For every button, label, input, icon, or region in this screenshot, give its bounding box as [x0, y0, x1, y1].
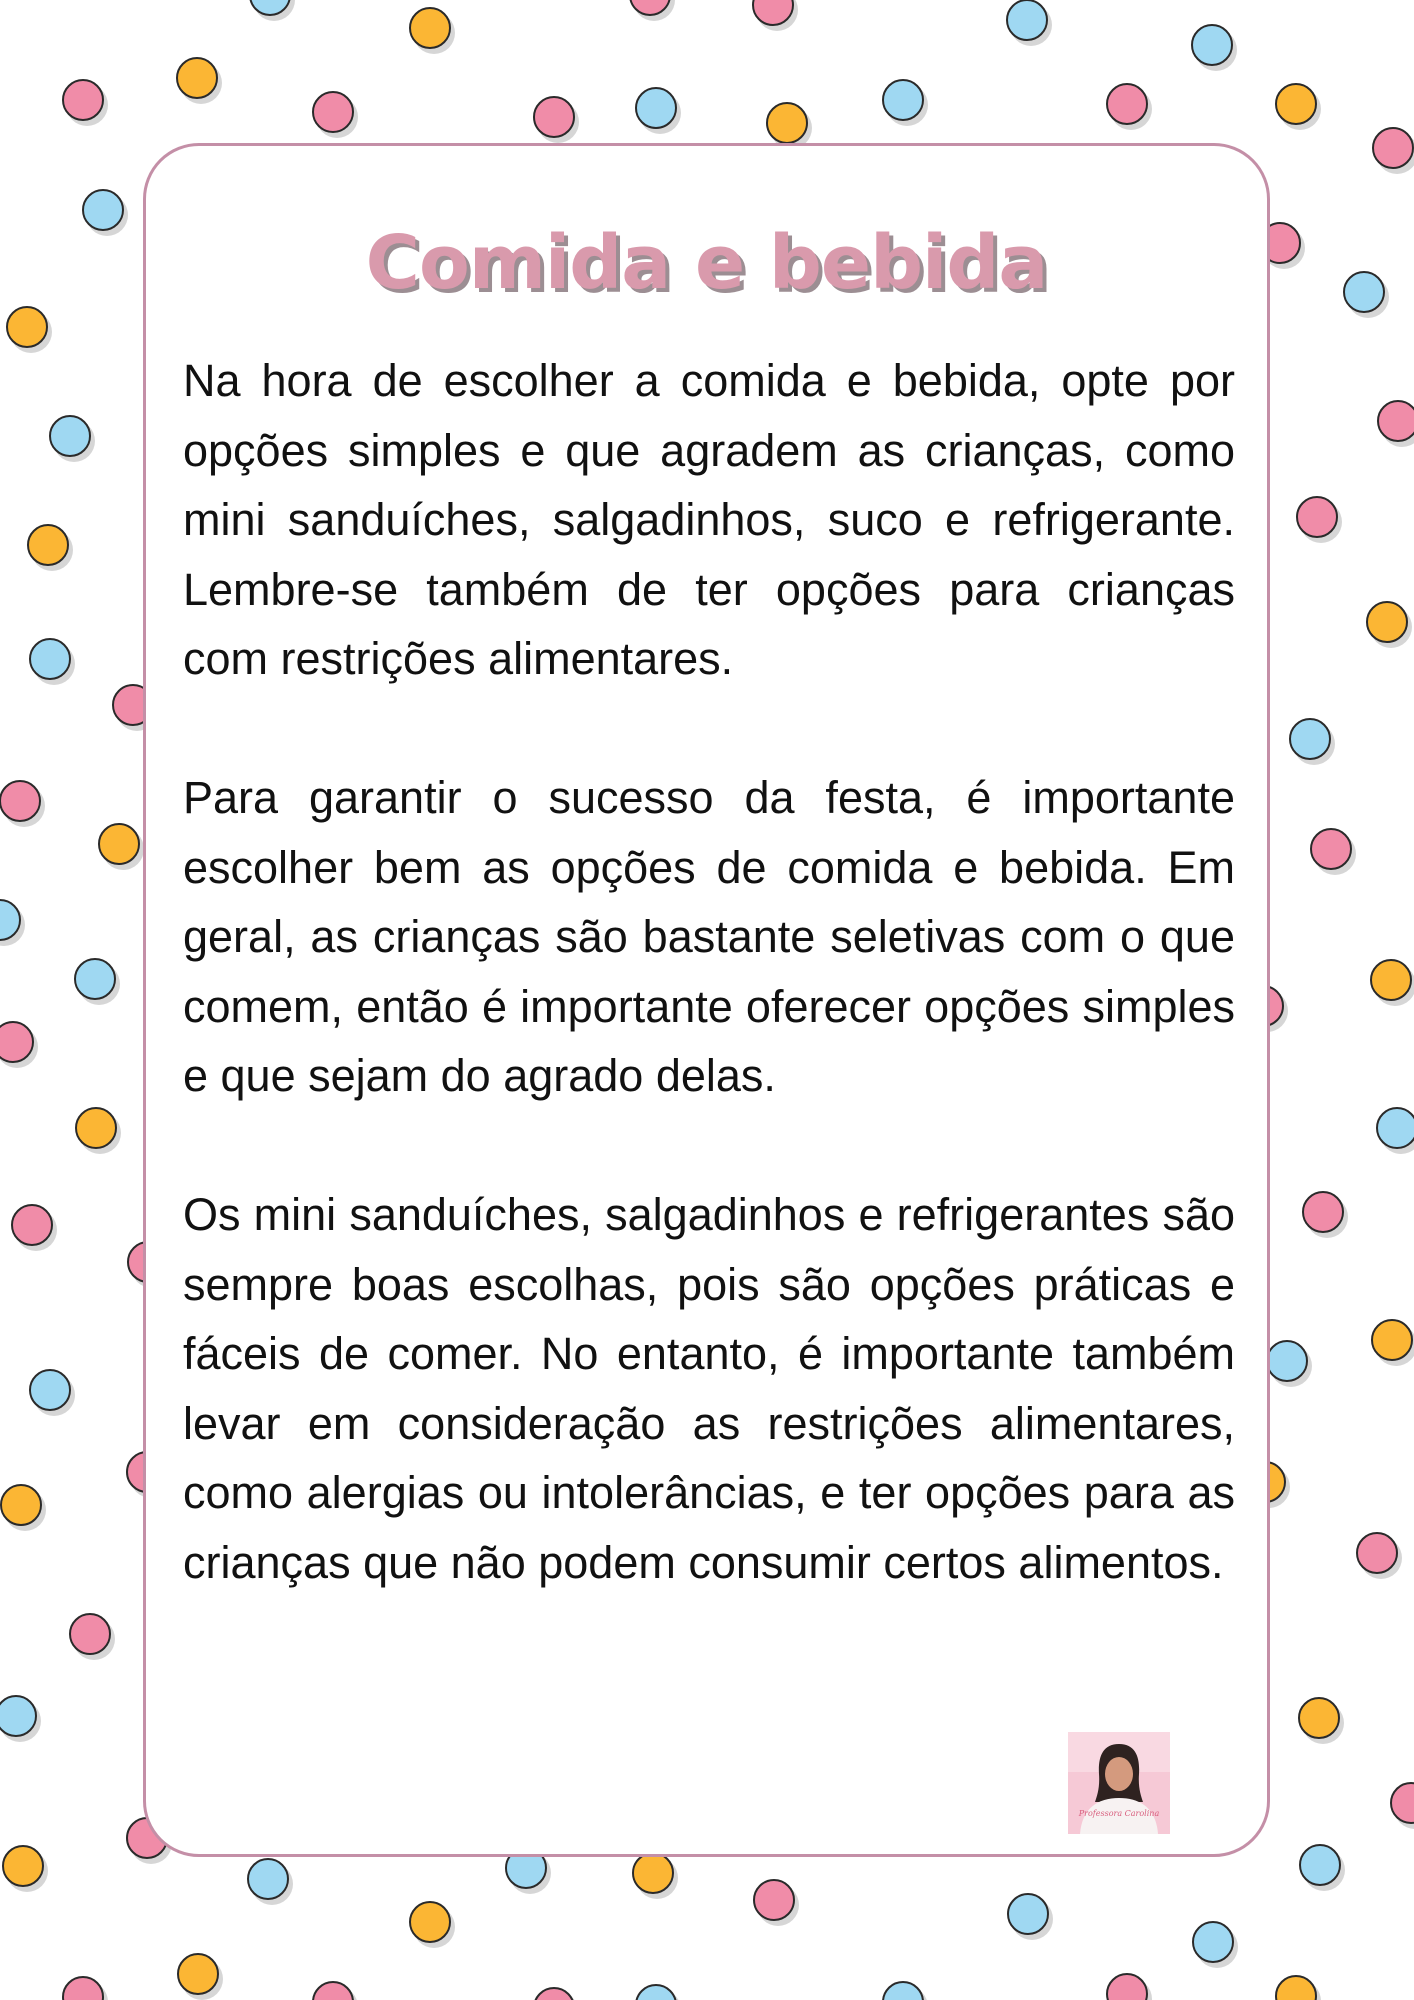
polka-dot [883, 1982, 923, 2000]
polka-dot [1276, 1976, 1316, 2000]
polka-dot [1367, 602, 1407, 642]
polka-dot [1297, 497, 1337, 537]
polka-dot [1303, 1192, 1343, 1232]
polka-dot [75, 959, 115, 999]
polka-dot [1107, 84, 1147, 124]
polka-dot [754, 1880, 794, 1920]
polka-dot [636, 1985, 676, 2000]
polka-dot [410, 1902, 450, 1942]
polka-dot [1192, 25, 1232, 65]
polka-dot [76, 1108, 116, 1148]
polka-dot [99, 824, 139, 864]
polka-dot [1300, 1845, 1340, 1885]
polka-dot [410, 8, 450, 48]
polka-dot [534, 97, 574, 137]
polka-dot [0, 1696, 36, 1736]
content-card [143, 143, 1270, 1857]
polka-dot [313, 92, 353, 132]
polka-dot [83, 190, 123, 230]
polka-dot [248, 1859, 288, 1899]
polka-dot [30, 639, 70, 679]
polka-dot [28, 525, 68, 565]
author-photo [1068, 1732, 1170, 1834]
polka-dot [636, 88, 676, 128]
polka-dot [1344, 272, 1384, 312]
polka-dot [1267, 1341, 1307, 1381]
polka-dot [0, 1022, 33, 1062]
polka-dot [1372, 1320, 1412, 1360]
polka-dot [1373, 128, 1413, 168]
polka-dot [1007, 0, 1047, 40]
polka-dot [70, 1614, 110, 1654]
polka-dot [177, 58, 217, 98]
polka-dot [0, 781, 40, 821]
polka-dot [7, 307, 47, 347]
polka-dot [313, 1982, 353, 2000]
polka-dot [30, 1370, 70, 1410]
polka-dot [1008, 1894, 1048, 1934]
polka-dot [1, 1485, 41, 1525]
polka-dot [1193, 1922, 1233, 1962]
polka-dot [534, 1988, 574, 2000]
polka-dot [767, 103, 807, 143]
polka-dot [1107, 1974, 1147, 2000]
polka-dot [63, 80, 103, 120]
polka-dot [1377, 1108, 1414, 1148]
page-title: Comida e bebida [365, 220, 1048, 306]
paragraph: Na hora de escolher a comida e bebida, opte por opções simples e que agradem as crianças, como mini sanduíches, salgadinhos, suco e refrigerante. Lembre-se também de ter opções para crianças com restrições alimentares. [183, 355, 1235, 684]
polka-dot [12, 1205, 52, 1245]
polka-dot [178, 1954, 218, 1994]
polka-dot [3, 1846, 43, 1886]
polka-dot [1299, 1698, 1339, 1738]
polka-dot [50, 416, 90, 456]
polka-dot [1378, 401, 1414, 441]
polka-dot [1276, 84, 1316, 124]
body-text [183, 346, 1235, 1597]
polka-dot [1371, 960, 1411, 1000]
paragraph: Os mini sanduíches, salgadinhos e refrigerantes são sempre boas escolhas, pois são opções práticas e fáceis de comer. No entanto, é importante também levar em consideração as restrições alimentares, como alergias ou intolerâncias, e ter opções para as crianças que não podem consumir certos alimentos. [183, 1189, 1235, 1588]
polka-dot [1311, 829, 1351, 869]
author-shirt-text: Professora Carolina [1078, 1809, 1160, 1818]
paragraph: Para garantir o sucesso da festa, é importante escolher bem as opções de comida e bebida. Em geral, as crianças são bastante seletivas com o que comem, então é importante oferecer opções simples e que sejam do agrado delas. [183, 772, 1235, 1101]
polka-dot [633, 1853, 673, 1893]
polka-dot [1391, 1783, 1414, 1823]
polka-dot [1290, 719, 1330, 759]
polka-dot [883, 80, 923, 120]
polka-dot [1357, 1533, 1397, 1573]
polka-dot [63, 1977, 103, 2000]
